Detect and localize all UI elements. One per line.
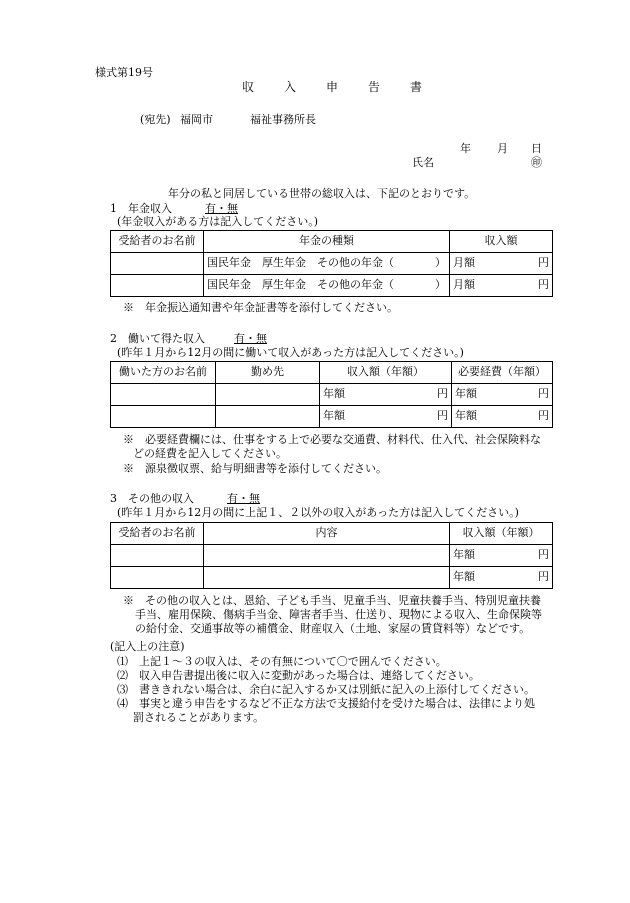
note-line: 手当、雇用保険、傷病手当金、障害者手当、仕送り、現物による収入、生命保険等: [135, 608, 542, 621]
col-amount: 収入額: [450, 231, 553, 253]
title-char: 申: [325, 80, 338, 94]
section1-instruction: (年金収入がある方は記入してください。): [117, 215, 319, 228]
title-char: 収: [242, 80, 255, 94]
pension-table: [110, 230, 553, 297]
yen-label: 円: [538, 387, 549, 401]
note-line: の給付金、交通事故等の補償金、財産収入（土地、家屋の賃貸料等）などです。: [135, 622, 531, 635]
section2-note-2: ※ 源泉徴収票、給与明細書等を添付してください。: [123, 462, 387, 475]
content-cell[interactable]: [204, 567, 450, 589]
amount-cell[interactable]: [450, 275, 553, 297]
yen-label: 円: [538, 256, 549, 270]
declaration-text: 年分の私と同居している世帯の総収入は、下記のとおりです。: [168, 187, 476, 200]
section1-note: ※ 年金振込通知書や年金証書等を添付してください。: [123, 301, 398, 314]
table-row: [111, 567, 553, 589]
date-month-label: 月: [497, 142, 508, 155]
other-income-table: [110, 522, 553, 589]
section2-status[interactable]: 有・無: [234, 332, 267, 345]
income-cell[interactable]: [320, 406, 452, 428]
list-item-continued: 罰されることがあります。: [133, 711, 265, 724]
pension-type-options: 国民年金 厚生年金 その他の年金（: [207, 256, 394, 270]
section2-note-1: [123, 433, 541, 461]
monthly-label: 月額: [453, 278, 475, 292]
title-char: 入: [283, 80, 296, 94]
col-pension-type: 年金の種類: [204, 231, 450, 253]
annual-label: 年額: [323, 387, 345, 401]
section2-instruction: (昨年１月から12月の間に働いて収入があった方は記入してください。): [117, 346, 464, 359]
name-label: 氏名: [412, 156, 434, 169]
amount-cell[interactable]: [450, 253, 553, 275]
note-line: ※ 必要経費欄には、仕事をする上で必要な交通費、材料代、仕入代、社会保険料な: [123, 433, 541, 446]
document-title: [242, 80, 422, 96]
recipient-name-cell[interactable]: [111, 275, 204, 297]
title-char: 書: [409, 80, 422, 94]
section3-heading: 3 その他の収入: [110, 492, 194, 505]
recipient-name-cell[interactable]: [111, 545, 204, 567]
table-row: [111, 406, 553, 428]
col-recipient: 受給者のお名前: [111, 231, 204, 253]
list-item: ⑴ 上記１～３の収入は、その有無について〇で囲んでください。: [117, 655, 447, 668]
yen-label: 円: [538, 548, 549, 562]
col-recipient: 受給者のお名前: [111, 523, 204, 545]
yen-label: 円: [437, 387, 448, 401]
note-line: どの経費を記入してください。: [133, 447, 287, 460]
seal-mark: ㊞: [531, 156, 542, 169]
annual-label: 年額: [323, 409, 345, 423]
title-char: 告: [367, 80, 380, 94]
date-day-label: 日: [531, 142, 542, 155]
worker-name-cell[interactable]: [111, 384, 216, 406]
col-employer: 勤め先: [216, 362, 320, 384]
addressee-city: 福岡市: [180, 113, 213, 126]
annual-label: 年額: [455, 387, 477, 401]
yen-label: 円: [538, 570, 549, 584]
annual-label: 年額: [453, 548, 475, 562]
expense-cell[interactable]: [452, 406, 553, 428]
annual-label: 年額: [453, 570, 475, 584]
form-number: 様式第19号: [95, 66, 153, 79]
expense-cell[interactable]: [452, 384, 553, 406]
col-income: 収入額（年額）: [450, 523, 553, 545]
income-cell[interactable]: [320, 384, 452, 406]
section2-heading: 2 働いて得た収入: [110, 332, 205, 345]
employer-cell[interactable]: [216, 384, 320, 406]
notes-list: [117, 655, 535, 725]
recipient-name-cell[interactable]: [111, 567, 204, 589]
pension-type-cell[interactable]: [204, 253, 450, 275]
paren-close: ）: [435, 256, 446, 270]
yen-label: 円: [437, 409, 448, 423]
list-item: ⑷ 事実と違う申告をするなど不正な方法で支援給付を受けた場合は、法律により処: [117, 697, 535, 710]
yen-label: 円: [538, 278, 549, 292]
pension-type-cell[interactable]: [204, 275, 450, 297]
income-cell[interactable]: [450, 545, 553, 567]
table-row: [111, 384, 553, 406]
pension-type-options: 国民年金 厚生年金 その他の年金（: [207, 278, 394, 292]
notes-heading: (記入上の注意): [110, 640, 185, 653]
section3-instruction: (昨年１月から12月の間に上記１、２以外の収入があった方は記入してください。): [117, 506, 519, 519]
col-income: 収入額（年額）: [320, 362, 452, 384]
date-year-label: 年: [460, 142, 471, 155]
addressee-prefix: (宛先): [140, 113, 171, 126]
monthly-label: 月額: [453, 256, 475, 270]
section3-status[interactable]: 有・無: [227, 492, 260, 505]
section1-heading: 1 年金収入: [110, 202, 172, 215]
recipient-name-cell[interactable]: [111, 253, 204, 275]
section1-status[interactable]: 有・無: [205, 202, 238, 215]
section3-note: [123, 594, 542, 636]
employment-table: [110, 361, 553, 428]
paren-close: ）: [435, 278, 446, 292]
addressee-office: 福祉事務所長: [250, 113, 316, 126]
content-cell[interactable]: [204, 545, 450, 567]
annual-label: 年額: [455, 409, 477, 423]
col-content: 内容: [204, 523, 450, 545]
employer-cell[interactable]: [216, 406, 320, 428]
table-header-row: [111, 362, 553, 384]
col-worker: 働いた方のお名前: [111, 362, 216, 384]
col-expense: 必要経費（年額）: [452, 362, 553, 384]
table-row: [111, 545, 553, 567]
note-line: ※ その他の収入とは、恩給、子ども手当、児童手当、児童扶養手当、特別児童扶養: [123, 594, 541, 607]
income-cell[interactable]: [450, 567, 553, 589]
worker-name-cell[interactable]: [111, 406, 216, 428]
list-item: ⑶ 書ききれない場合は、余白に記入するか又は別紙に記入の上添付してください。: [117, 683, 535, 696]
table-row: [111, 275, 553, 297]
yen-label: 円: [538, 409, 549, 423]
table-header-row: [111, 231, 553, 253]
table-row: [111, 253, 553, 275]
table-header-row: [111, 523, 553, 545]
list-item: ⑵ 収入申告書提出後に収入に変動があった場合は、連絡してください。: [117, 669, 480, 682]
